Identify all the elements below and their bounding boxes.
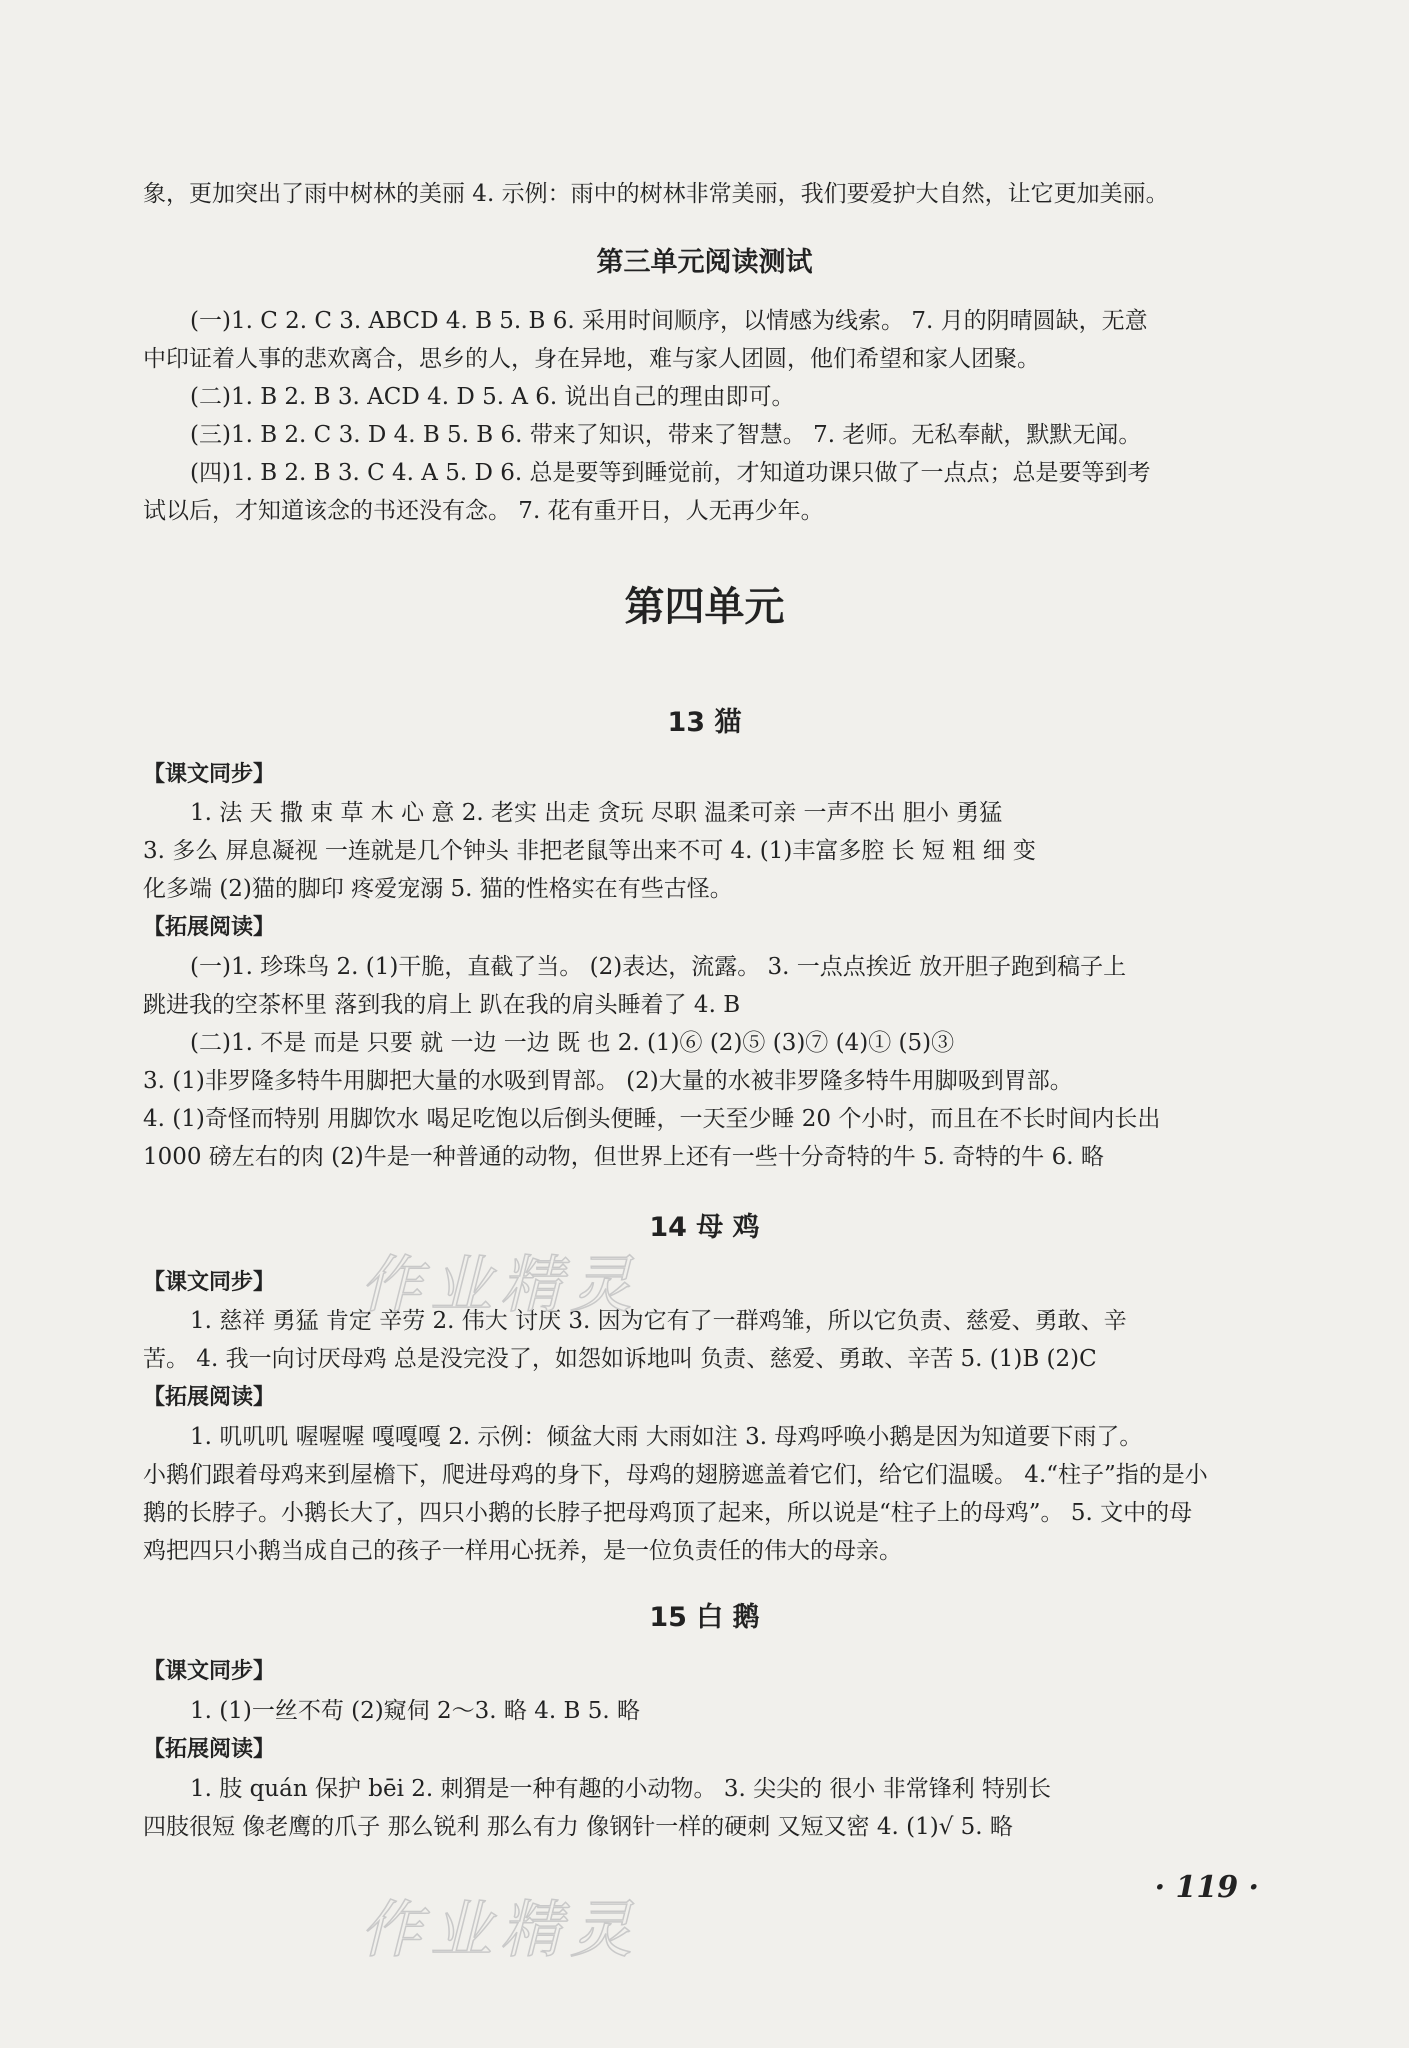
text-line: (二)1. B 2. B 3. ACD 4. D 5. A 6. 说出自己的理由即可。 xyxy=(190,384,795,410)
unit-title: 第四单元 xyxy=(624,584,785,630)
section-tag-extend: 【拓展阅读】 xyxy=(143,1737,276,1762)
text-line: 鸡把四只小鹅当成自己的孩子一样用心抚养，是一位负责任的伟大的母亲。 xyxy=(143,1538,902,1564)
text-line: 1. (1)一丝不苟 (2)窥伺 2～3. 略 4. B 5. 略 xyxy=(190,1698,640,1724)
intro-line: 象，更加突出了雨中树林的美丽 4. 示例：雨中的树林非常美丽，我们要爱护大自然，让它更加美丽。 xyxy=(143,181,1169,207)
text-line: 1. 慈祥 勇猛 肯定 辛劳 2. 伟大 讨厌 3. 因为它有了一群鸡雏，所以它负责、慈爱、勇敢、辛 xyxy=(190,1308,1127,1334)
section3-title: 第三单元阅读测试 xyxy=(596,247,813,278)
page-number: · 119 · xyxy=(1154,1870,1259,1905)
section-tag-sync: 【课文同步】 xyxy=(143,1659,276,1684)
text-line: 跳进我的空茶杯里 落到我的肩上 趴在我的肩头睡着了 4. B xyxy=(143,992,741,1018)
text-line: 中印证着人事的悲欢离合，思乡的人，身在异地，难与家人团圆，他们希望和家人团聚。 xyxy=(143,346,1040,372)
text-line: 试以后，才知道该念的书还没有念。 7. 花有重开日，人无再少年。 xyxy=(143,498,824,524)
text-line: 4. (1)奇怪而特别 用脚饮水 喝足吃饱以后倒头便睡，一天至少睡 20 个小时，而且在不长时间内长出 xyxy=(143,1106,1161,1132)
section-tag-sync: 【课文同步】 xyxy=(143,762,276,787)
text-line: 1000 磅左右的肉 (2)牛是一种普通的动物，但世界上还有一些十分奇特的牛 5. 奇特的牛 6. 略 xyxy=(143,1144,1104,1170)
text-line: 3. (1)非罗隆多特牛用脚把大量的水吸到胃部。 (2)大量的水被非罗隆多特牛用脚吸到胃部。 xyxy=(143,1068,1073,1094)
text-line: 1. 肢 quán 保护 bēi 2. 刺猬是一种有趣的小动物。 3. 尖尖的 很小 非常锋利 特别长 xyxy=(190,1776,1052,1802)
text-line: 小鹅们跟着母鸡来到屋檐下，爬进母鸡的身下，母鸡的翅膀遮盖着它们，给它们温暖。 4.“柱子”指的是小 xyxy=(143,1462,1208,1488)
watermark: 作业精灵 xyxy=(360,1248,641,1321)
text-line: 3. 多么 屏息凝视 一连就是几个钟头 非把老鼠等出来不可 4. (1)丰富多腔 长 短 粗 细 变 xyxy=(143,838,1036,864)
lesson13-title: 13 猫 xyxy=(667,707,742,738)
lesson15-title: 15 白 鹅 xyxy=(649,1602,760,1633)
text-line: 四肢很短 像老鹰的爪子 那么锐利 那么有力 像钢针一样的硬刺 又短又密 4. (1)√ 5. 略 xyxy=(143,1814,1013,1840)
section-tag-extend: 【拓展阅读】 xyxy=(143,1385,276,1410)
text-line: (四)1. B 2. B 3. C 4. A 5. D 6. 总是要等到睡觉前，才知道功课只做了一点点；总是要等到考 xyxy=(190,460,1151,486)
section-tag-extend: 【拓展阅读】 xyxy=(143,915,276,940)
text-line: 化多端 (2)猫的脚印 疼爱宠溺 5. 猫的性格实在有些古怪。 xyxy=(143,876,733,902)
text-line: (一)1. 珍珠鸟 2. (1)干脆，直截了当。 (2)表达，流露。 3. 一点点挨近 放开胆子跑到稿子上 xyxy=(190,954,1127,980)
text-line: (二)1. 不是 而是 只要 就 一边 一边 既 也 2. (1)⑥ (2)⑤ (3)⑦ (4)① (5)③ xyxy=(190,1030,955,1056)
text-line: 1. 法 天 撒 束 草 木 心 意 2. 老实 出走 贪玩 尽职 温柔可亲 一声不出 胆小 勇猛 xyxy=(190,800,1003,826)
text-line: (三)1. B 2. C 3. D 4. B 5. B 6. 带来了知识，带来了智慧。 7. 老师。无私奉献，默默无闻。 xyxy=(190,422,1142,448)
watermark: 作业精灵 xyxy=(360,1893,641,1966)
text-line: 1. 叽叽叽 喔喔喔 嘎嘎嘎 2. 示例：倾盆大雨 大雨如注 3. 母鸡呼唤小鹅是因为知道要下雨了。 xyxy=(190,1424,1143,1450)
lesson14-title: 14 母 鸡 xyxy=(649,1212,760,1243)
section-tag-sync: 【课文同步】 xyxy=(143,1270,276,1295)
text-line: 苦。 4. 我一向讨厌母鸡 总是没完没了，如怨如诉地叫 负责、慈爱、勇敢、辛苦 5. (1)B (2)C xyxy=(143,1346,1097,1372)
text-line: 鹅的长脖子。小鹅长大了，四只小鹅的长脖子把母鸡顶了起来，所以说是“柱子上的母鸡”。 5. 文中的母 xyxy=(143,1500,1193,1526)
text-line: (一)1. C 2. C 3. ABCD 4. B 5. B 6. 采用时间顺序，以情感为线索。 7. 月的阴晴圆缺，无意 xyxy=(190,308,1148,334)
